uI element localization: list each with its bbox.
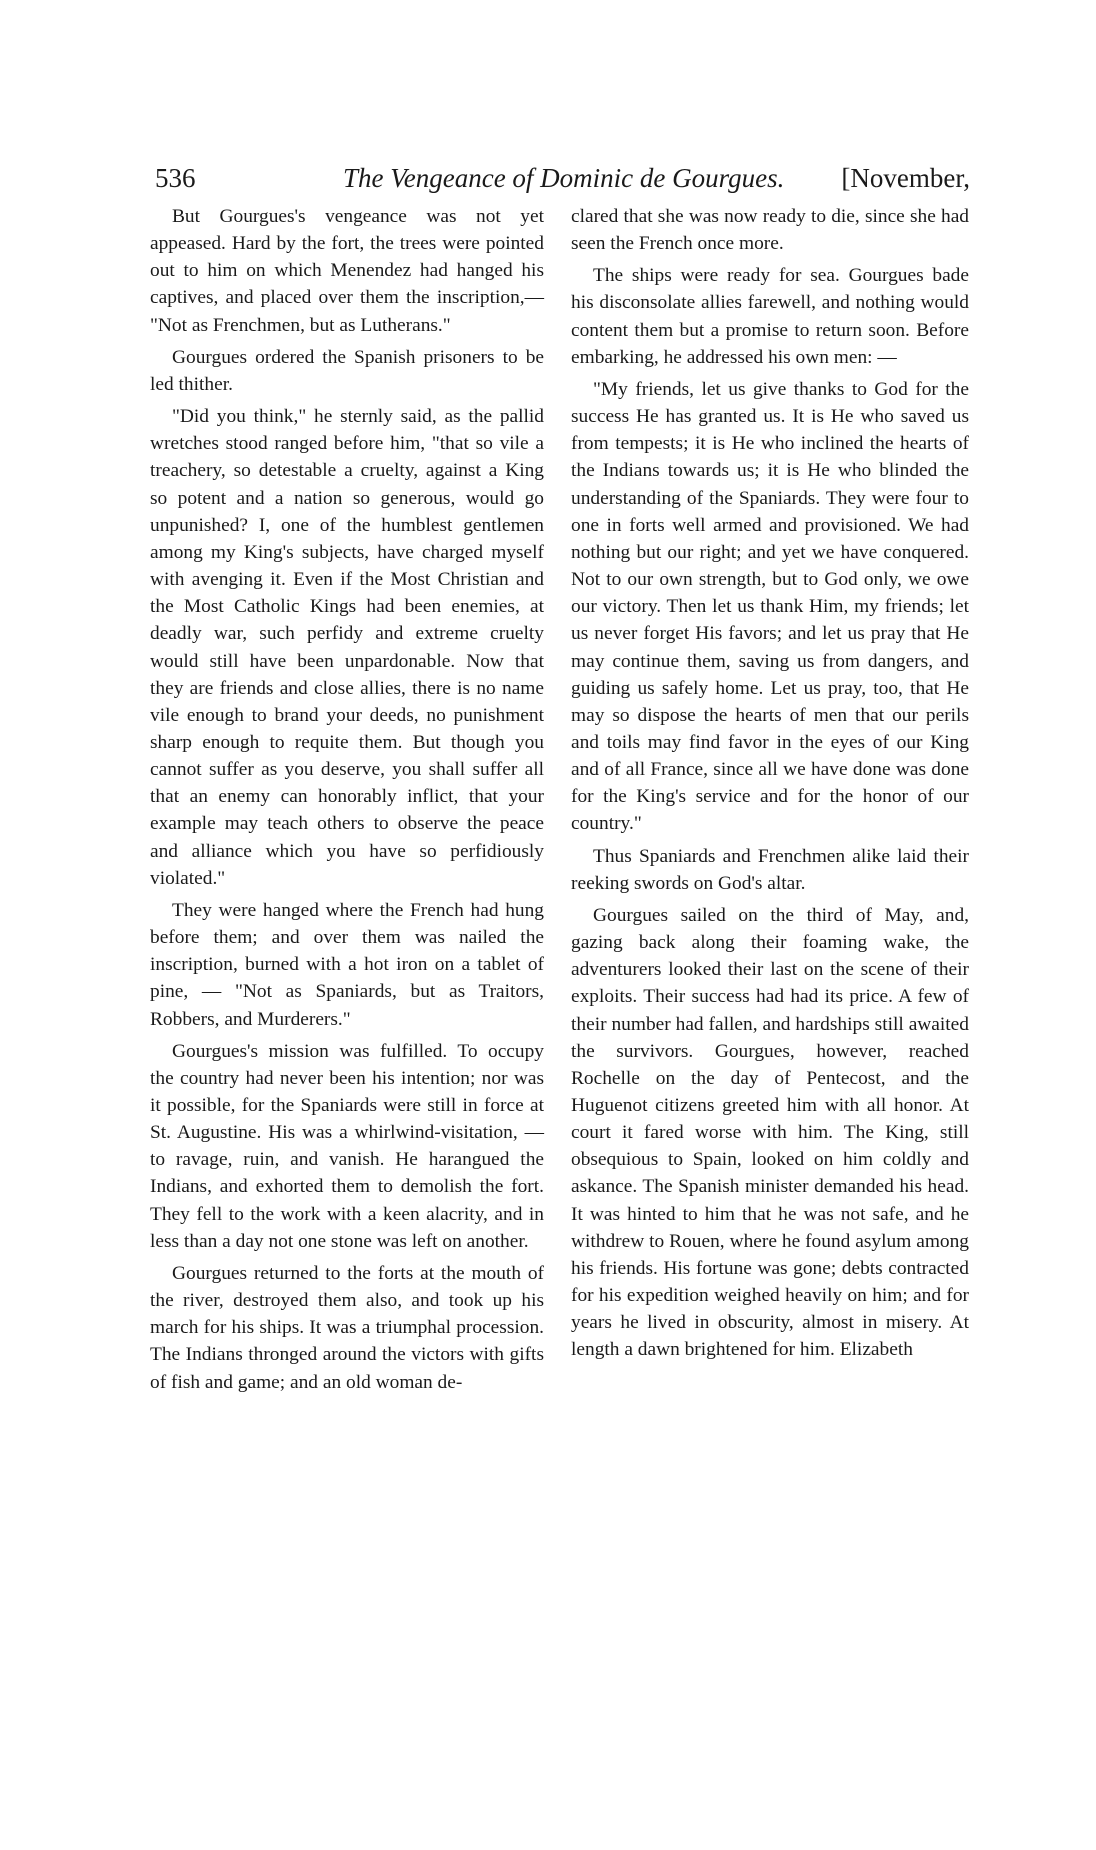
paragraph: Gourgues sailed on the third of May, and, gazing back along their foaming wake, the adventurers looked their last on the scene of their exploits. Their success had had its price. A few of their number had fallen, and hardships still awaited the survivors. Gourgues, however, reached Rochelle on the day of Pentecost, and the Huguenot citizens greeted him with all honor. At court it fared worse with him. The King, still obsequious to Spain, looked on him coldly and askance. The Spanish minister demanded his head. It was hinted to him that he was not safe, and he withdrew to Rouen, where he found asylum among his friends. His fortune was gone; debts contracted for his expedition weighed heavily on him; and for years he lived in obscurity, almost in misery. At length a dawn brightened for him. Elizabeth: [571, 904, 969, 1361]
paragraph: Gourgues returned to the forts at the mouth of the river, destroyed them also, and took up his march for his ships. It was a triumphal procession. The Indians thronged around the victors with gifts of fish and game; and an old woman de-: [150, 1262, 544, 1393]
paragraph: They were hanged where the French had hung before them; and over them was nailed the inscription, burned with a hot iron on a tablet of pine, — "Not as Spaniards, but as Traitors, Robbers, and Murderers.": [150, 899, 544, 1030]
paragraph: The ships were ready for sea. Gourgues bade his disconsolate allies farewell, and nothing would content them but a promise to return soon. Before embarking, he addressed his own men: —: [571, 265, 969, 368]
page-number: 536: [155, 163, 196, 193]
paragraph: Gourgues's mission was fulfilled. To occupy the country had never been his intention; nor was it possible, for the Spaniards were still in force at St. Augustine. His was a whirlwind-visitation, — to ravage, ruin, and vanish. He harangued the Indians, and exhorted them to demolish the fort. They fell to the work with a keen alacrity, and in less than a day not one stone was left on another.: [150, 1040, 544, 1252]
paragraph: Gourgues ordered the Spanish prisoners to be led thither.: [150, 346, 544, 395]
running-head: [155, 158, 970, 198]
right-column: [571, 203, 969, 1369]
paragraph: "Did you think," he sternly said, as the pallid wretches stood ranged before him, "that so vile a treachery, so detestable a cruelty, against a King so potent and a nation so generous, would go unpunished? I, one of the humblest gentlemen among my King's subjects, have charged myself with avenging it. Even if the Most Christian and the Most Catholic Kings had been enemies, at deadly war, such perfidy and extreme cruelty would still have been unpardonable. Now that they are friends and close allies, there is no name vile enough to brand your deeds, no punishment sharp enough to requite them. But though you cannot suffer as you deserve, you shall suffer all that an enemy can honorably inflict, that your example may teach others to observe the peace and alliance which you have so perfidiously violated.": [150, 406, 544, 889]
running-title: The Vengeance of Dominic de Gourgues.: [343, 163, 785, 193]
left-column: [150, 203, 544, 1401]
paragraph: "My friends, let us give thanks to God for the success He has granted us. It is He who saved us from tempests; it is He who inclined the hearts of the Indians towards us; it is He who blinded the understanding of the Spaniards. They were four to one in forts well armed and provisioned. We had nothing but our right; and yet we have conquered. Not to our own strength, but to God only, we owe our victory. Then let us thank Him, my friends; let us never forget His favors; and let us pray that He may continue them, saving us from dangers, and guiding us safely home. Let us pray, too, that He may so dispose the hearts of men that our perils and toils may find favor in the eyes of our King and of all France, since all we have done was done for the King's service and for the honor of our country.": [571, 378, 969, 835]
paragraph: But Gourgues's vengeance was not yet appeased. Hard by the fort, the trees were pointed out to him on which Menendez had hanged his captives, and placed over them the inscription,— "Not as Frenchmen, but as Lutherans.": [150, 206, 544, 336]
paragraph: Thus Spaniards and Frenchmen alike laid their reeking swords on God's altar.: [571, 845, 969, 894]
paragraph-continuation: clared that she was now ready to die, since she had seen the French once more.: [571, 206, 969, 255]
running-date: [November,: [841, 163, 970, 193]
